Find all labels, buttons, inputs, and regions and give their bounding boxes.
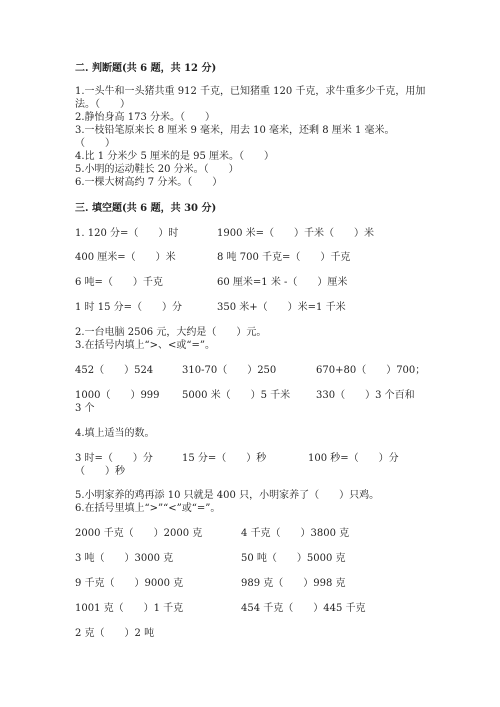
fill-q4-c: 100 秒=（ ）分 (308, 453, 399, 464)
fill-q6-row4-b: 454 千克（ ）445 千克 (241, 603, 366, 614)
fill-q6-row3-a: 9 千克（ ）9000 克 (75, 578, 184, 589)
fill-q3-row2-c: 330（ ）3 个百和 (316, 390, 415, 401)
fill-q2: 2.一台电脑 2506 元，大约是（ ）元。 (75, 327, 267, 338)
fill-q1-row4-b: 350 米+（ ）米=1 千米 (217, 302, 346, 313)
fill-q4-a: 3 时=（ ）分 (75, 453, 153, 464)
judge-item-3-cont: （ ） (75, 138, 115, 149)
fill-q1-row3-b: 60 厘米=1 米 -（ ）厘米 (217, 277, 348, 288)
fill-q3-title: 3.在括号内填上“>、<或“=”。 (75, 340, 216, 351)
judge-item-2: 2.静怡身高 173 分米。（ ） (75, 112, 215, 123)
section-2-heading: 二. 判断题(共 6 题，共 12 分) (75, 63, 217, 74)
judge-item-6: 6.一棵大树高约 7 分米。（ ） (75, 177, 223, 188)
fill-q6-row4-a: 1001 克（ ）1 千克 (75, 603, 184, 614)
fill-q6-row2-b: 50 吨（ ）5000 克 (241, 553, 346, 564)
fill-q1-row2-b: 8 吨 700 千克=（ ）千克 (217, 252, 351, 263)
fill-q4-title: 4.填上适当的数。 (75, 428, 155, 439)
fill-q4-d: （ ）秒 (75, 466, 125, 477)
fill-q5: 5.小明家养的鸡再添 10 只就是 400 只，小明家养了（ ）只鸡。 (75, 490, 380, 501)
fill-q1-row4-a: 1 时 15 分=（ ）分 (75, 302, 183, 313)
fill-q1-row3-a: 6 吨=（ ）千克 (75, 277, 163, 288)
fill-q4-b: 15 分=（ ）秒 (182, 453, 267, 464)
fill-q3-row2-cont: 3 个 (75, 403, 95, 414)
judge-item-1: 1.一头牛和一头猪共重 912 千克，已知猪重 120 千克，求牛重多少千克，用加 (75, 86, 426, 97)
fill-q3-row2-a: 1000（ ）999 (75, 390, 160, 401)
fill-q1-row2-a: 400 厘米=（ ）米 (75, 252, 176, 263)
fill-q1-row1-a: 1. 120 分=（ ）时 (75, 228, 179, 239)
fill-q6-row2-a: 3 吨（ ）3000 克 (75, 553, 174, 564)
judge-item-3: 3.一枝铅笔原来长 8 厘米 9 毫米，用去 10 毫米，还剩 8 厘米 1 毫米。 (75, 125, 395, 136)
fill-q1-row1-b: 1900 米=（ ）千米（ ）米 (217, 228, 375, 239)
judge-item-4: 4.比 1 分米少 5 厘米的是 95 厘米。（ ） (75, 151, 275, 162)
fill-q6-row5-a: 2 克（ ）2 吨 (75, 628, 155, 639)
fill-q3-row2-b: 5000 米（ ）5 千米 (182, 390, 291, 401)
fill-q3-row1-b: 310-70（ ）250 (182, 365, 277, 376)
fill-q3-row1-c: 670+80（ ）700； (316, 365, 426, 376)
fill-q6-row1-a: 2000 千克（ ）2000 克 (75, 528, 203, 539)
judge-item-5: 5.小明的运动鞋长 20 分米。（ ） (75, 164, 239, 175)
fill-q6-row1-b: 4 千克（ ）3800 克 (241, 528, 350, 539)
section-3-heading: 三. 填空题(共 6 题，共 30 分) (75, 203, 217, 214)
fill-q6-row3-b: 989 克（ ）998 克 (241, 578, 346, 589)
judge-item-1-cont: 法。（ ） (75, 99, 130, 110)
fill-q3-row1-a: 452（ ）524 (75, 365, 154, 376)
fill-q6-title: 6.在括号里填上“>”“<”或“=”。 (75, 503, 221, 514)
